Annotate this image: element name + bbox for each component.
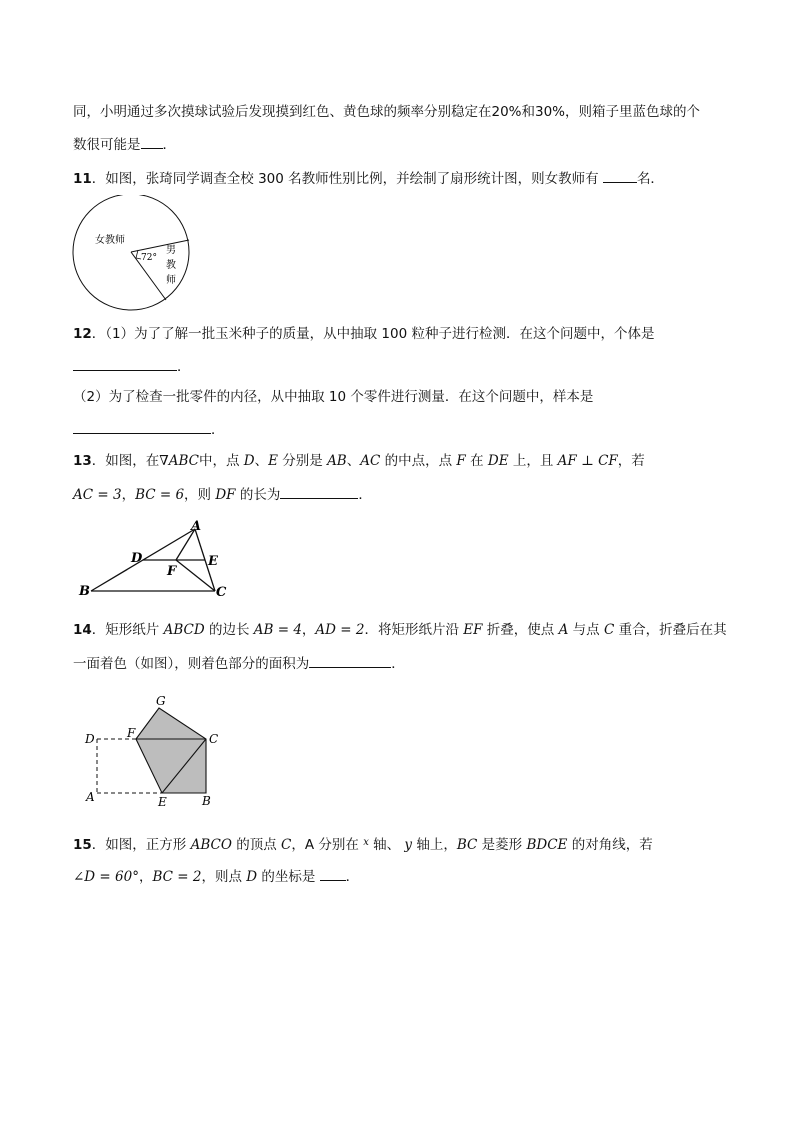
q15-math-y: y — [404, 837, 413, 853]
q15-text: ．如图，正方形 — [91, 837, 191, 853]
q12-part1 — [73, 325, 655, 343]
q10-line2 — [73, 134, 176, 154]
q13-text: ， — [121, 487, 136, 503]
q13-math-ac: AC — [360, 453, 381, 469]
q15-number: 15 — [73, 837, 92, 853]
q15-text: 是菱形 — [477, 837, 527, 853]
q13-text: 、 — [346, 453, 361, 469]
label-d: D — [85, 732, 95, 746]
q13-triangle-symbol: ∇ABC — [159, 453, 199, 469]
q12-part2 — [73, 388, 593, 406]
label-e: E — [208, 554, 218, 569]
q13-math-perp: AF ⊥ CF — [557, 453, 618, 469]
label-a: A — [86, 790, 95, 804]
label-f: F — [167, 564, 177, 579]
q14-text: ．将矩形纸片沿 — [364, 622, 464, 638]
q14-text: 一面着色（如图），则着色部分的面积为 — [73, 656, 310, 672]
q13-answer-blank[interactable] — [280, 484, 358, 499]
q14-text: 的边长 — [204, 622, 254, 638]
q15-math-bc: BC — [456, 837, 478, 853]
pie-angle-label: 72° — [141, 253, 157, 263]
q14-math-abcd: ABCD — [163, 622, 205, 638]
q10-text-pre: 数很可能是 — [73, 137, 141, 153]
q10-answer-blank[interactable] — [141, 134, 163, 149]
q15-text: ，则点 — [201, 869, 247, 885]
q13-text: 的中点，点 — [380, 453, 457, 469]
q14-answer-blank[interactable] — [309, 653, 391, 668]
q14-number: 14 — [73, 622, 92, 638]
q14-text-end: ． — [391, 656, 405, 672]
q10-line1 — [73, 103, 700, 121]
pie-label-female: 女教师 — [95, 235, 125, 246]
q15-answer-blank[interactable] — [320, 866, 346, 881]
q14-math-ab4: AB = 4 — [253, 622, 302, 638]
q12-part1-text: ．（1）为了了解一批玉米种子的质量，从中抽取 100 粒种子进行检测．在这个问题中，个体是 — [91, 326, 655, 342]
q15-text: 的顶点 — [231, 837, 282, 853]
q15-line2 — [73, 866, 359, 886]
q14-fold-figure — [80, 690, 230, 815]
pie-label-male-3: 师 — [166, 275, 176, 286]
q15-text: ，A 分别在 — [291, 837, 364, 853]
q13-text-end: ． — [358, 487, 372, 503]
label-c: C — [209, 732, 219, 746]
q13-text: 中，点 — [198, 453, 244, 469]
q14-text: 与点 — [568, 622, 604, 638]
q13-text: 在 — [465, 453, 488, 469]
q13-text: 上，且 — [508, 453, 558, 469]
q13-text: ，则 — [184, 487, 216, 503]
q14-line2 — [73, 653, 405, 673]
label-f: F — [127, 726, 136, 740]
q12-number: 12 — [73, 326, 92, 342]
q14-math-ad2: AD = 2 — [315, 622, 365, 638]
q14-math-c: C — [603, 622, 615, 638]
pie-label-male-2: 教 — [166, 260, 176, 271]
q15-math-bdce: BDCE — [526, 837, 568, 853]
label-a: A — [191, 519, 202, 534]
q11-text-pre: ．如图，张琦同学调查全校 300 名教师性别比例，并绘制了扇形统计图，则女教师有 — [91, 171, 603, 187]
q11-answer-blank[interactable] — [603, 168, 637, 183]
pie-radius-1 — [131, 240, 189, 252]
q13-math-e: E — [268, 453, 278, 469]
q15-math-angle-d: ∠D = 60° — [73, 869, 139, 885]
q13-text: 、 — [254, 453, 269, 469]
q15-math-abco: ABCO — [190, 837, 232, 853]
label-e: E — [158, 795, 167, 809]
q13-number: 13 — [73, 453, 92, 469]
q13-text: 的长为 — [235, 487, 281, 503]
q12-part2-text: （2）为了检查一批零件的内径，从中抽取 10 个零件进行测量．在这个问题中，样本是 — [73, 389, 594, 405]
label-b: B — [79, 584, 90, 599]
q11-number: 11 — [73, 171, 92, 187]
q15-math-x: x — [363, 837, 369, 848]
q11-pie-figure — [70, 195, 200, 315]
q10-text-post: ． — [162, 137, 176, 153]
q15-math-bc2: BC = 2 — [152, 869, 202, 885]
q14-text: 重合，折叠后在其 — [614, 622, 727, 638]
q15-text-end: ． — [345, 869, 360, 885]
q15-text: 轴、 — [368, 837, 405, 853]
q13-triangle-figure — [75, 515, 240, 605]
q13-math-de: DE — [487, 453, 509, 469]
label-d: D — [131, 551, 143, 566]
q13-text: ，若 — [617, 453, 645, 469]
q13-line1 — [73, 452, 645, 470]
q15-text: 的对角线，若 — [567, 837, 653, 853]
q13-math-ac3: AC = 3 — [73, 487, 122, 503]
label-g: G — [156, 694, 166, 708]
q11-text-post: 名． — [636, 171, 664, 187]
label-b: B — [202, 794, 211, 808]
q12-part2-end: ． — [211, 422, 225, 438]
q12-part1-answer-line — [73, 356, 191, 376]
q13-text: ．如图，在 — [91, 453, 160, 469]
q13-math-df: DF — [215, 487, 236, 503]
q14-text: ．矩形纸片 — [91, 622, 164, 638]
q14-text: 折叠，使点 — [482, 622, 559, 638]
q12-part1-answer-blank[interactable] — [73, 356, 177, 371]
q12-part2-answer-blank[interactable] — [73, 419, 211, 434]
q15-text: 轴上， — [412, 837, 457, 853]
q14-line1 — [73, 621, 727, 639]
label-c: C — [216, 585, 227, 600]
q13-math-ab: AB — [327, 453, 347, 469]
q14-math-a: A — [558, 622, 569, 638]
q12-part2-answer-line — [73, 419, 225, 439]
q15-text: 的坐标是 — [257, 869, 320, 885]
q13-text: 分别是 — [277, 453, 328, 469]
q11-line — [73, 168, 664, 188]
q12-part1-end: ． — [177, 359, 191, 375]
q13-math-bc6: BC = 6 — [135, 487, 185, 503]
q10-text: 同，小明通过多次摸球试验后发现摸到红色、黄色球的频率分别稳定在20%和30%，则箱子里蓝色球的个 — [73, 104, 701, 120]
q13-math-d: D — [243, 453, 255, 469]
q14-math-ef: EF — [463, 622, 483, 638]
q15-math-d: D — [246, 869, 258, 885]
q13-math-f: F — [456, 453, 466, 469]
shaded-region — [136, 708, 206, 793]
q15-math-c: C — [281, 837, 292, 853]
q14-text: ， — [301, 622, 316, 638]
pie-label-male-1: 男 — [166, 245, 176, 256]
q15-text: ， — [138, 869, 153, 885]
q13-line2 — [73, 484, 372, 504]
q15-line1 — [73, 834, 653, 854]
